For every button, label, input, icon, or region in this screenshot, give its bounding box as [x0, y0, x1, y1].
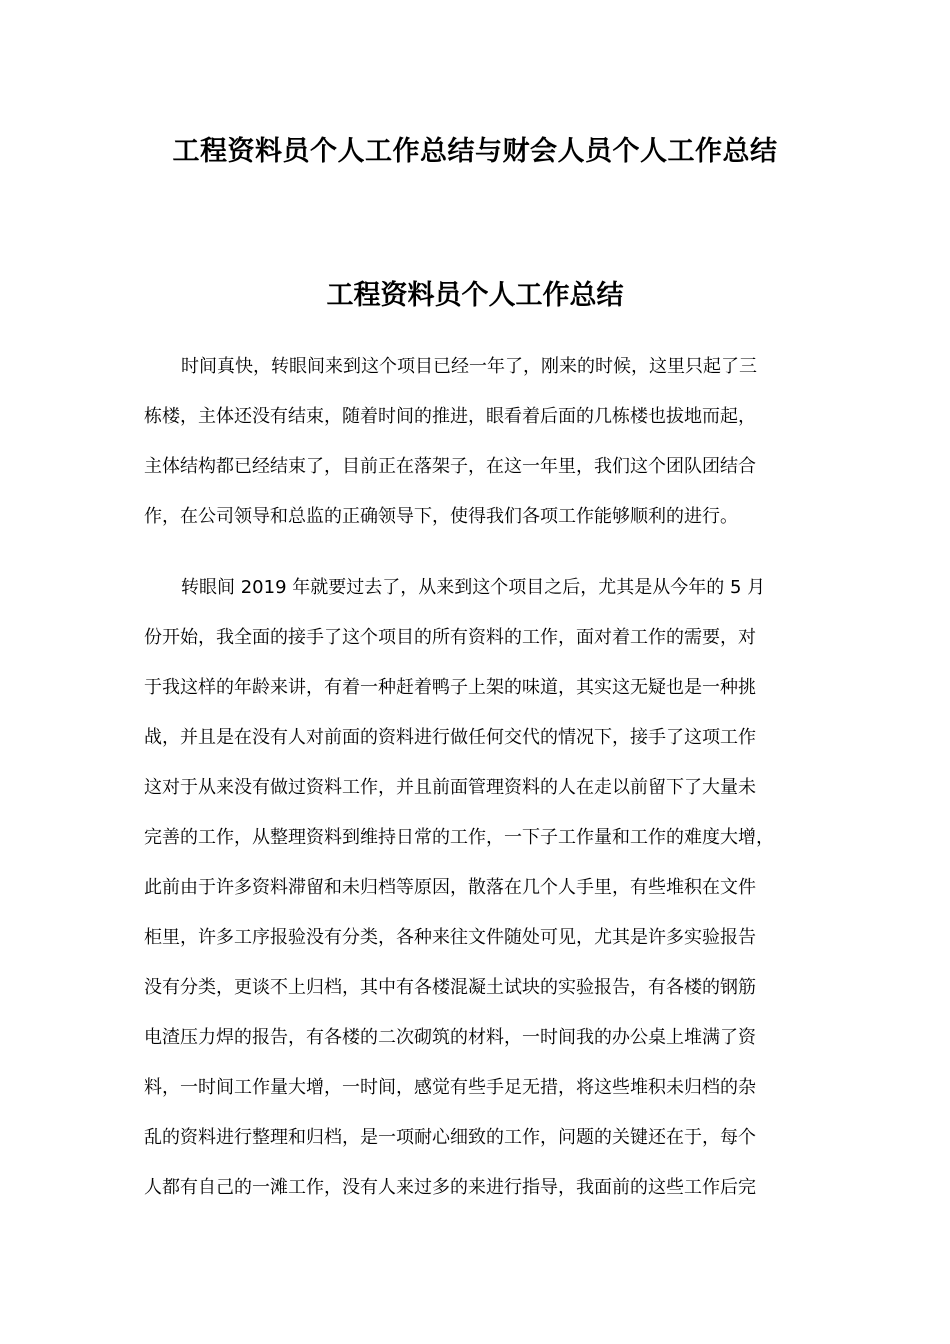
- paragraph-2-line-11: 料，一时间工作量大增，一时间，感觉有些手足无措，将这些堆积未归档的杂: [144, 1077, 756, 1098]
- paragraph-2-line-5: 这对于从来没有做过资料工作，并且前面管理资料的人在走以前留下了大量未: [144, 777, 756, 798]
- paragraph-2-line-10: 电渣压力焊的报告，有各楼的二次砌筑的材料，一时间我的办公桌上堆满了资: [144, 1027, 756, 1048]
- paragraph-2-line-2: 份开始，我全面的接手了这个项目的所有资料的工作，面对着工作的需要，对: [144, 627, 756, 648]
- paragraph-2-line-13: 人都有自己的一滩工作，没有人来过多的来进行指导，我面前的这些工作后完: [144, 1177, 756, 1198]
- paragraph-2-line-9: 没有分类，更谈不上归档，其中有各楼混凝土试块的实验报告，有各楼的钢筋: [144, 977, 756, 998]
- paragraph-1-line-2: 栋楼，主体还没有结束，随着时间的推进，眼看着后面的几栋楼也拔地而起，: [144, 406, 756, 427]
- paragraph-2-line-12: 乱的资料进行整理和归档，是一项耐心细致的工作，问题的关键还在于，每个: [144, 1127, 756, 1148]
- paragraph-2-line-7: 此前由于许多资料滞留和未归档等原因，散落在几个人手里，有些堆积在文件: [144, 877, 756, 898]
- document-title: 工程资料员个人工作总结与财会人员个人工作总结: [172, 136, 778, 167]
- paragraph-2-line-3: 于我这样的年龄来讲，有着一种赶着鸭子上架的味道，其实这无疑也是一种挑: [144, 677, 756, 698]
- paragraph-2-line-1: 转眼间 2019 年就要过去了，从来到这个项目之后，尤其是从今年的 5 月: [181, 577, 766, 598]
- paragraph-2-line-6: 完善的工作，从整理资料到维持日常的工作，一下子工作量和工作的难度大增，: [144, 827, 774, 848]
- paragraph-1-line-4: 作，在公司领导和总监的正确领导下，使得我们各项工作能够顺利的进行。: [144, 506, 738, 527]
- paragraph-1-line-1: 时间真快，转眼间来到这个项目已经一年了，刚来的时候，这里只起了三: [181, 356, 757, 377]
- paragraph-1-line-3: 主体结构都已经结束了，目前正在落架子，在这一年里，我们这个团队团结合: [144, 456, 756, 477]
- paragraph-2-line-8: 柜里，许多工序报验没有分类，各种来往文件随处可见，尤其是许多实验报告: [144, 927, 756, 948]
- section-title: 工程资料员个人工作总结: [326, 280, 624, 311]
- paragraph-2-line-4: 战，并且是在没有人对前面的资料进行做任何交代的情况下，接手了这项工作: [144, 727, 756, 748]
